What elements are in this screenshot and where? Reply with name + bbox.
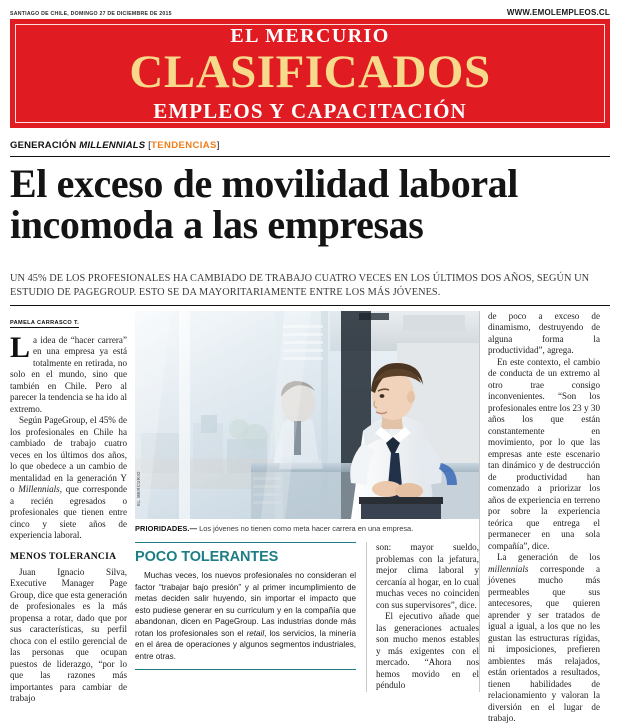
col4-paragraph-3a: La generación de los — [497, 552, 600, 563]
col1-paragraph-2a: Según PageGroup, el 45% de los profesionales en Chile ha cambiado de trabajo cuatro veces en los últimos dos años, lo que obedece a un cambio de mentalidad en la generación Y o — [10, 415, 127, 495]
sidebar-box-text-b: , los servicios, la minería en el área de operaciones y algunos segmentos industriales, entre otras. — [135, 628, 356, 661]
kicker — [10, 140, 610, 153]
kicker-label: GENERACIÓN — [10, 140, 77, 151]
article-deck: UN 45% DE LOS PROFESIONALES HA CAMBIADO DE TRABAJO CUATRO VECES EN LOS ÚLTIMOS DOS AÑOS, SEGÚN UN ESTUDIO DE PAGEGROUP. ESTO SE DA MAYORITARIAMENTE ENTRE LOS MÁS JÓVENES. — [10, 273, 590, 299]
column-4 — [479, 310, 600, 724]
article-photo — [135, 311, 479, 519]
col1-paragraph-1-text: a idea de “hacer carrera” en una empresa ya está totalmente en retirada, no solo en el mundo, sino que también en Chile. Pero al parecer la tendencia se ha ido al extremo. — [10, 334, 127, 414]
photo-caption — [135, 524, 479, 534]
photo-credit-text: EL MERCURIO — [136, 471, 141, 507]
page-title — [10, 161, 610, 247]
section-title: CLASIFICADOS — [129, 46, 491, 98]
col4-paragraph-3 — [488, 552, 600, 725]
col1-subhead: MENOS TOLERANCIA — [10, 550, 117, 562]
kicker-bracket-close: ] — [216, 140, 220, 151]
photo-credit — [135, 459, 143, 519]
sidebar-box-title: POCO TOLERANTES — [135, 549, 279, 566]
top-strip — [10, 0, 610, 17]
column-middle — [135, 311, 479, 692]
col4-paragraph-3b: corresponde a jóvenes mucho más permeables que sus antecesores, que quieren aprender y ser tratados de igual a igual, a los que no les gustan las estructuras rígidas, ni imposiciones, prefieren ambientes más relajados, están orientados a resultados, tienen habilidades de relacionamiento y valoran la diversión en el lugar de trabajo. — [488, 563, 600, 724]
col3-paragraph-1: son: mayor sueldo, problemas con la jefatura, mejor clima laboral y cercanía al hogar, en lo cual muchas veces no coinciden con sus supervisores”, dice. — [376, 542, 479, 610]
headline-line-1: El exceso de movilidad laboral — [10, 161, 519, 206]
col1-paragraph-3: Juan Ignacio Silva, Executive Manager Page Group, dice que esta generación de profesionales es la más propensa a rotar, dado que por sus características, su perfil choca con el estilo gerencial de las personas que ocupan puestos de liderazgo, “por lo que las razones más importantes para cambiar de trabajo — [10, 566, 127, 704]
sidebar-box-text-a: Muchas veces, los nuevos profesionales no consideran el factor “trabajar bajo presión” y al primer incumplimiento de metas deciden salir huyendo, sin importar el impacto que esto pudiese generar en su curriculum y en la compañía que abandonan, dicen en PageGroup. Las industrias donde más rotan los profesionales son el — [135, 571, 356, 638]
lower-middle-area — [135, 542, 479, 692]
caption-text: Los jóvenes no tienen como meta hacer carrera en una empresa. — [199, 523, 414, 533]
drop-cap: L — [10, 330, 31, 364]
deck-rule — [10, 305, 610, 306]
col4-paragraph-1: de poco a exceso de dinamismo, destruyendo de alguna forma la productividad”, agrega. — [488, 310, 600, 356]
sidebar-box-paragraph — [135, 570, 356, 662]
publication-brand: EL MERCURIO — [230, 25, 390, 47]
col1-paragraph-2b: , que corresponde a recién egresados o profesionales que tienen entre cinco y siete años de experiencia laboral. — [10, 484, 128, 541]
dateline: SANTIAGO DE CHILE, DOMINGO 27 DE DICIEMBRE DE 2015 — [10, 11, 172, 17]
col4-paragraph-2: En este contexto, el cambio de conducta de un extremo al otro trae consigo inconvenientes. “Son los profesionales entre los 23 y 30 años los que están constantemente en movimiento, por lo que las empresas ante este escenario tan dinámico y de destrucción de productividad han comenzado a priorizar los años de experiencia en terreno por sobre la experiencia teórica que entrega el permanecer en una sola compañía”, dice. — [488, 356, 600, 551]
sidebar-box — [135, 542, 356, 670]
masthead-banner — [10, 19, 610, 128]
col1-paragraph-2 — [10, 415, 127, 542]
column-3 — [366, 542, 479, 692]
kicker-bracket-open: [ — [148, 140, 151, 151]
kicker-rule — [10, 156, 610, 157]
kicker-emphasis: MILLENNIALS — [79, 140, 146, 151]
sidebar-box-emphasis: retail — [246, 628, 265, 638]
col1-paragraph-1 — [10, 330, 127, 416]
article-body — [10, 310, 610, 724]
col1-paragraph-2-emphasis: Millennials — [18, 484, 60, 495]
photo-illustration — [135, 311, 479, 519]
section-subtitle: EMPLEOS Y CAPACITACIÓN — [153, 99, 467, 123]
column-1 — [10, 311, 135, 704]
kicker-tag[interactable]: TENDENCIAS — [151, 140, 217, 151]
byline: PAMELA CARRASCO T. — [10, 319, 80, 326]
photo-canvas — [135, 311, 479, 519]
headline-line-2: incomoda a las empresas — [10, 201, 424, 247]
col3-paragraph-2: El ejecutivo añade que las generaciones actuales son mucho menos estables y más exigentes con el mercado. “Ahora nos hemos movido en el péndulo — [376, 611, 479, 691]
caption-label: PRIORIDADES.— — [135, 523, 198, 533]
col4-paragraph-3-emphasis: millennials — [488, 563, 529, 574]
sidebar-box-column — [135, 542, 366, 692]
site-url[interactable]: WWW.EMOLEMPLEOS.CL — [506, 8, 610, 17]
